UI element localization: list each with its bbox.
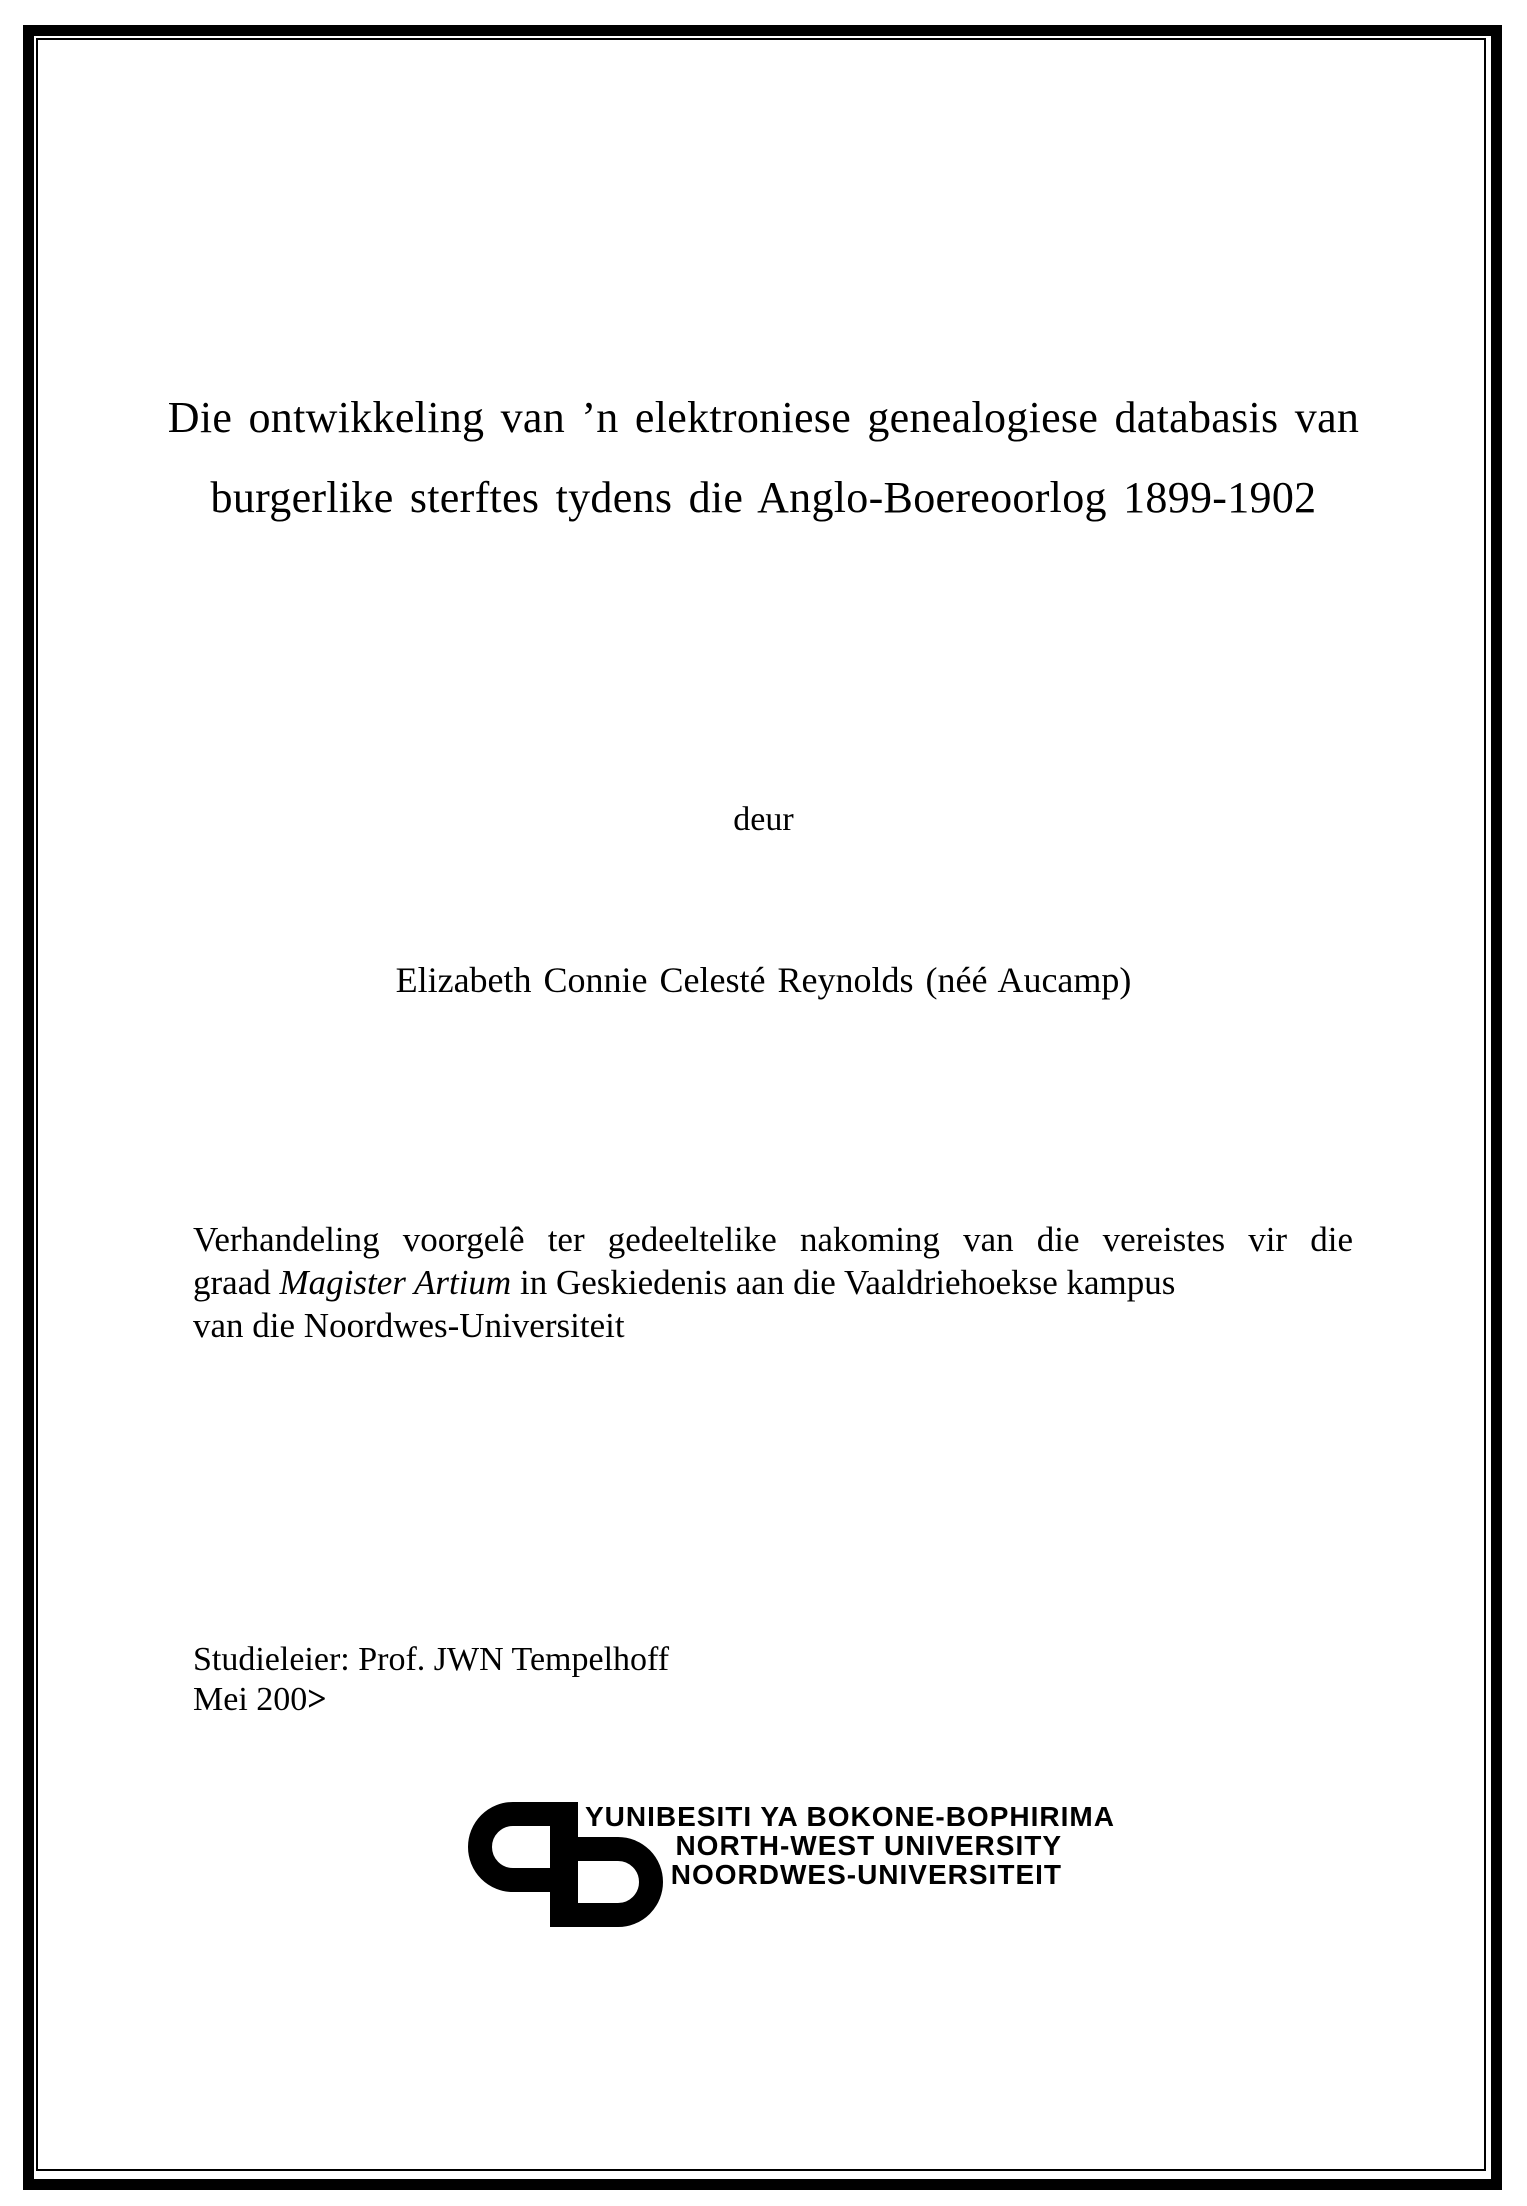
author-name: Elizabeth Connie Celesté Reynolds (néé Aucamp) bbox=[395, 960, 1132, 1000]
university-name-afrikaans: NOORDWES-UNIVERSITEIT bbox=[670, 1859, 1062, 1890]
submission-line-3: van die Noordwes-Universiteit bbox=[193, 1306, 625, 1345]
submission-statement bbox=[193, 1218, 1353, 1347]
submission-line-2 bbox=[193, 1261, 1353, 1304]
submission-line-2-suffix: in Geskiedenis aan die Vaaldriehoekse kampus bbox=[511, 1263, 1176, 1302]
thesis-title-line-1: Die ontwikkeling van ’n elektroniese genealogiese databasis van bbox=[167, 393, 1360, 442]
date-line bbox=[193, 1680, 669, 1720]
degree-name-italic: Magister Artium bbox=[279, 1263, 512, 1302]
submission-line-2-prefix: graad bbox=[193, 1263, 280, 1302]
thesis-title-line-2: burgerlike sterftes tydens die Anglo-Boereoorlog 1899-1902 bbox=[210, 473, 1317, 522]
date-last-digit-glyph: > bbox=[307, 1680, 327, 1719]
university-name-setswana: YUNIBESITI YA BOKONE-BOPHIRIMA bbox=[585, 1801, 1115, 1832]
submission-line-1: Verhandeling voorgelê ter gedeeltelike nakoming van die vereistes vir die bbox=[193, 1220, 1353, 1259]
supervisor-and-date bbox=[193, 1640, 669, 1720]
byline-deur: deur bbox=[733, 801, 794, 838]
university-name-block bbox=[585, 1801, 1115, 1890]
university-name-english: NORTH-WEST UNIVERSITY bbox=[675, 1830, 1062, 1861]
date-text: Mei 200 bbox=[193, 1681, 308, 1718]
thesis-title bbox=[80, 378, 1447, 538]
university-logo bbox=[463, 1800, 1115, 1930]
supervisor-line: Studieleier: Prof. JWN Tempelhoff bbox=[193, 1641, 670, 1678]
